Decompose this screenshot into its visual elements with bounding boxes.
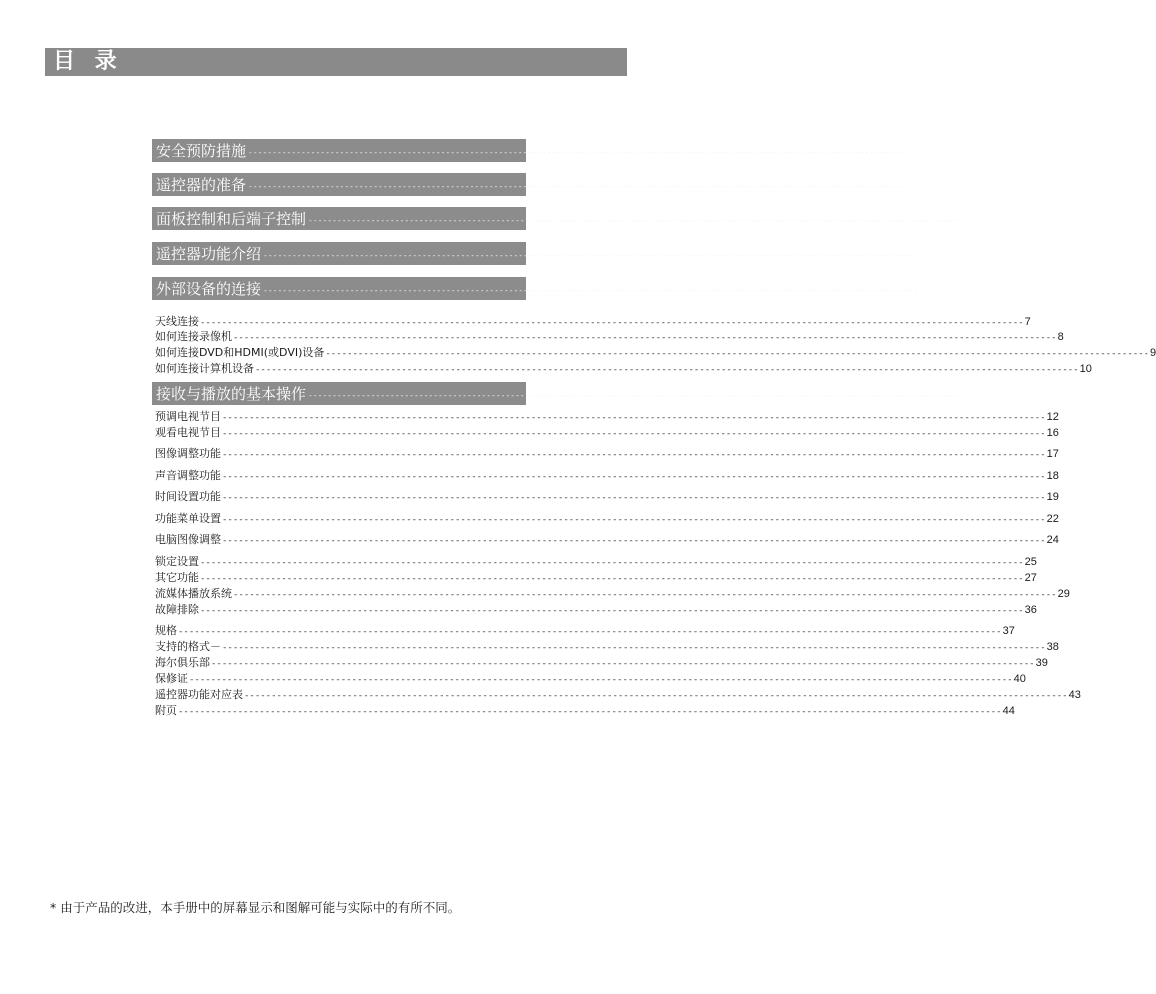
entry-label: 支持的格式－ <box>155 640 221 653</box>
dot-leader: -------------------------------------------------------------------------------------------------------------------------------------------------------- <box>200 606 1024 616</box>
toc-section-remote-prep[interactable] <box>152 173 911 196</box>
entry-page-number: 17 <box>1046 448 1059 460</box>
section-label: 面板控制和后端子控制 <box>156 210 307 228</box>
entry-label: 保修证 <box>155 672 188 685</box>
entry-page-number: 44 <box>1002 705 1015 717</box>
toc-entry[interactable] <box>155 585 1070 600</box>
title-bar <box>45 48 627 76</box>
toc-entry[interactable] <box>155 638 1059 653</box>
toc-entry[interactable] <box>155 670 1026 685</box>
toc-entry[interactable] <box>155 360 1092 375</box>
toc-entry[interactable] <box>155 553 1037 568</box>
section-label: 外部设备的连接 <box>156 280 262 298</box>
dot-leader: -------------------------------------------------------------------------------------------------------------------------------------------------------- <box>222 515 1046 525</box>
entry-label: 如何连接计算机设备 <box>155 362 254 375</box>
section-label: 接收与播放的基本操作 <box>156 385 307 403</box>
entry-label: 预调电视节目 <box>155 410 221 423</box>
entry-page-number: 19 <box>1046 491 1059 503</box>
section-page-number: 3 <box>905 181 911 192</box>
dot-leader: -------------------------------------------------------------------------------------------------------------------------------------------------------- <box>222 536 1046 546</box>
entry-label: 附页 <box>155 704 177 717</box>
section-label: 遥控器的准备 <box>156 176 247 194</box>
entry-page-number: 16 <box>1046 427 1059 439</box>
entry-label: 遥控器功能对应表 <box>155 688 243 701</box>
dot-leader: ---------------------------------------------------------------------------------------------------------------------------------------- <box>308 216 964 225</box>
dot-leader: -------------------------------------------------------------------------------------------------------------------------------------------------------- <box>222 450 1046 460</box>
toc-entry[interactable] <box>155 488 1059 503</box>
toc-entry[interactable] <box>155 510 1059 525</box>
entry-page-number: 43 <box>1068 689 1081 701</box>
dot-leader: -------------------------------------------------------------------------------------------------------------------------------------------------------- <box>233 333 1057 343</box>
entry-page-number: 40 <box>1013 673 1026 685</box>
entry-label: 锁定设置 <box>155 555 199 568</box>
entry-label: 如何连接DVD和HDMI(或DVI)设备 <box>155 346 325 359</box>
entry-page-number: 37 <box>1002 625 1015 637</box>
toc-entry[interactable] <box>155 344 1156 359</box>
section-page-number: 11 <box>965 390 976 401</box>
footnote: * 由于产品的改进，本手册中的屏幕显示和图解可能与实际中的有所不同。 <box>50 900 461 915</box>
toc-entry[interactable] <box>155 467 1059 482</box>
entry-label: 规格 <box>155 624 177 637</box>
entry-label: 电脑图像调整 <box>155 533 221 546</box>
toc-entry[interactable] <box>155 328 1064 343</box>
toc-entry[interactable] <box>155 408 1059 423</box>
entry-page-number: 22 <box>1046 513 1059 525</box>
dot-leader: -------------------------------------------------------------------------------------------------------------------------------------------------------- <box>233 590 1057 600</box>
toc-section-remote-functions[interactable] <box>152 242 926 265</box>
dot-leader: -------------------------------------------------------------------------------------------------------------------------------------------------------- <box>222 413 1046 423</box>
entry-page-number: 10 <box>1079 363 1092 375</box>
toc-entry[interactable] <box>155 445 1059 460</box>
entry-label: 海尔俱乐部 <box>155 656 210 669</box>
entry-label: 时间设置功能 <box>155 490 221 503</box>
dot-leader: -------------------------------------------------------------------------------------------------------------------------------------------------------- <box>222 429 1046 439</box>
dot-leader: -------------------------------------------------------------------------------------------------------------------------------------------------------- <box>189 675 1013 685</box>
entry-page-number: 7 <box>1024 316 1031 328</box>
toc-section-safety[interactable] <box>152 139 911 162</box>
toc-entry[interactable] <box>155 569 1037 584</box>
entry-label: 流媒体播放系统 <box>155 587 232 600</box>
section-page-number: 6 <box>920 250 926 261</box>
dot-leader: -------------------------------------------------------------------------------------------------------------------------------------------------------- <box>222 472 1046 482</box>
dot-leader: ---------------------------------------------------------------------------------------------------------------------------------------- <box>308 391 964 400</box>
dot-leader: -------------------------------------------------------------------------------------------------------------------------------------------------------- <box>200 558 1024 568</box>
entry-label: 其它功能 <box>155 571 199 584</box>
toc-section-external-devices[interactable] <box>152 277 926 300</box>
section-page-number: 1 <box>905 147 911 158</box>
page-title: 目 录 <box>53 49 123 74</box>
toc-entry[interactable] <box>155 424 1059 439</box>
entry-label: 故障排除 <box>155 603 199 616</box>
entry-page-number: 9 <box>1150 347 1156 359</box>
toc-entry[interactable] <box>155 654 1048 669</box>
entry-label: 功能菜单设置 <box>155 512 221 525</box>
dot-leader: -------------------------------------------------------------------------------------------------------------------------------------------------------- <box>178 707 1002 717</box>
entry-label: 图像调整功能 <box>155 447 221 460</box>
toc-entry[interactable] <box>155 531 1059 546</box>
entry-page-number: 29 <box>1057 588 1070 600</box>
entry-page-number: 24 <box>1046 534 1059 546</box>
dot-leader: ---------------------------------------------------------------------------------------------------------------------------------------- <box>263 286 919 295</box>
toc-entry[interactable] <box>155 622 1015 637</box>
dot-leader: -------------------------------------------------------------------------------------------------------------------------------------------------------- <box>244 691 1068 701</box>
toc-entry[interactable] <box>155 702 1015 717</box>
toc-entry[interactable] <box>155 686 1081 701</box>
dot-leader: -------------------------------------------------------------------------------------------------------------------------------------------------------- <box>255 365 1079 375</box>
entry-label: 观看电视节目 <box>155 426 221 439</box>
dot-leader: ---------------------------------------------------------------------------------------------------------------------------------------- <box>248 148 904 157</box>
dot-leader: -------------------------------------------------------------------------------------------------------------------------------------------------------- <box>200 574 1024 584</box>
entry-page-number: 39 <box>1035 657 1048 669</box>
section-page-number: 4 <box>965 215 971 226</box>
entry-page-number: 8 <box>1057 331 1064 343</box>
dot-leader: ---------------------------------------------------------------------------------------------------------------------------------------- <box>248 182 904 191</box>
toc-entry[interactable] <box>155 313 1031 328</box>
dot-leader: ---------------------------------------------------------------------------------------------------------------------------------------- <box>263 251 919 260</box>
entry-page-number: 12 <box>1046 411 1059 423</box>
entry-page-number: 38 <box>1046 641 1059 653</box>
entry-label: 如何连接录像机 <box>155 330 232 343</box>
dot-leader: -------------------------------------------------------------------------------------------------------------------------------------------------------- <box>222 643 1046 653</box>
dot-leader: -------------------------------------------------------------------------------------------------------------------------------------------------------- <box>211 659 1035 669</box>
dot-leader: -------------------------------------------------------------------------------------------------------------------------------------------------------- <box>325 349 1149 359</box>
toc-section-basic-operation[interactable] <box>152 382 976 405</box>
entry-page-number: 36 <box>1024 604 1037 616</box>
section-label: 安全预防措施 <box>156 142 247 160</box>
entry-label: 天线连接 <box>155 315 199 328</box>
entry-page-number: 18 <box>1046 470 1059 482</box>
section-label: 遥控器功能介绍 <box>156 245 262 263</box>
dot-leader: -------------------------------------------------------------------------------------------------------------------------------------------------------- <box>178 627 1002 637</box>
entry-page-number: 25 <box>1024 556 1037 568</box>
section-page-number: 7 <box>920 285 926 296</box>
toc-entry[interactable] <box>155 601 1037 616</box>
dot-leader: -------------------------------------------------------------------------------------------------------------------------------------------------------- <box>222 493 1046 503</box>
entry-label: 声音调整功能 <box>155 469 221 482</box>
dot-leader: -------------------------------------------------------------------------------------------------------------------------------------------------------- <box>200 318 1024 328</box>
toc-section-panel-control[interactable] <box>152 207 971 230</box>
entry-page-number: 27 <box>1024 572 1037 584</box>
